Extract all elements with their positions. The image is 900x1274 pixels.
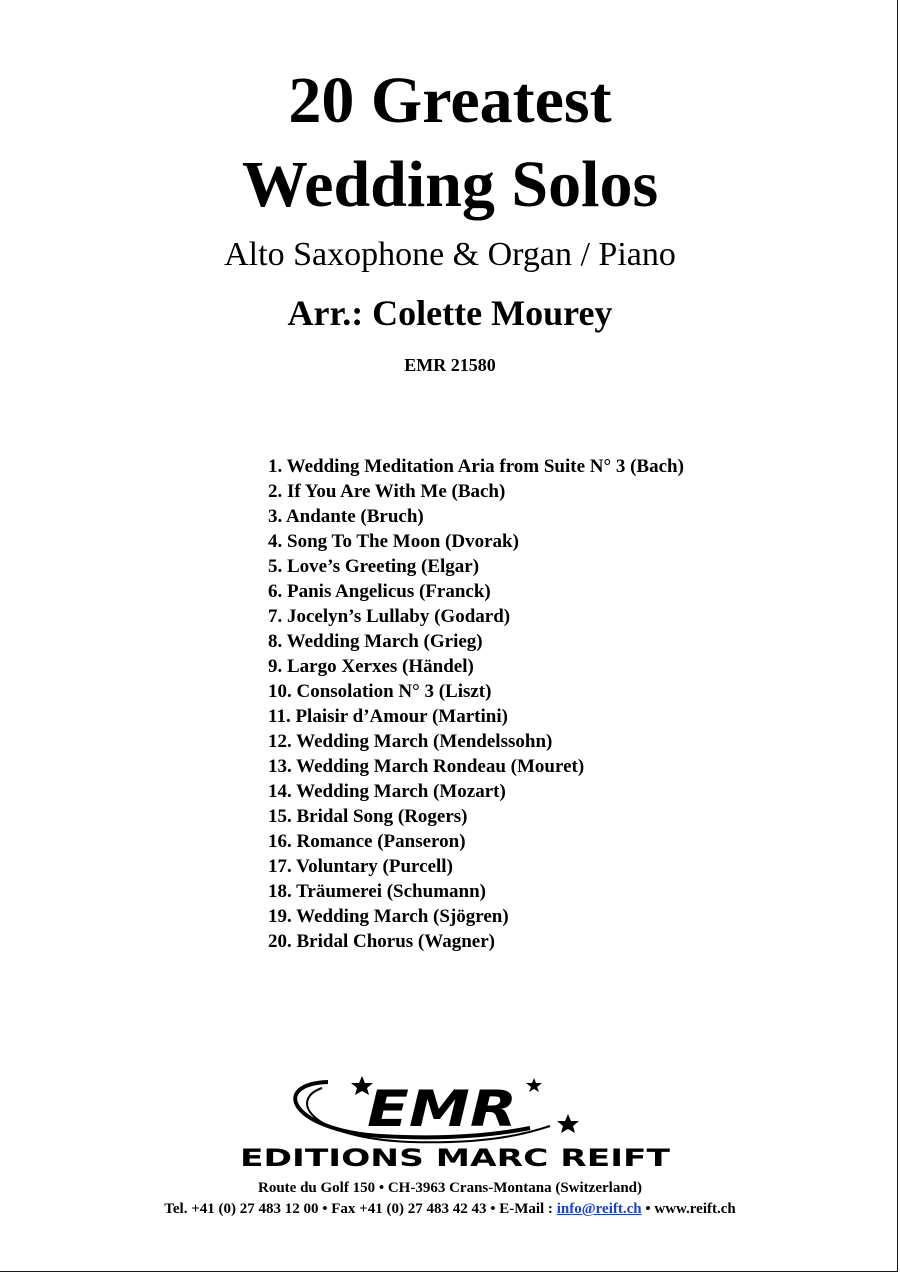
contents-item: 4. Song To The Moon (Dvorak) (268, 531, 519, 552)
email-link[interactable]: info@reift.ch (556, 1201, 642, 1217)
contents-item: 6. Panis Angelicus (Franck) (268, 581, 491, 602)
logo-letters: EMR (367, 1080, 517, 1138)
contents-item: 17. Voluntary (Purcell) (268, 856, 453, 877)
contents-item: 13. Wedding March Rondeau (Mouret) (268, 756, 585, 777)
contents-item: 8. Wedding March (Grieg) (268, 631, 483, 652)
contents-item: 20. Bridal Chorus (Wagner) (268, 931, 495, 952)
contents-item: 11. Plaisir d’Amour (Martini) (268, 706, 508, 727)
contents-item: 10. Consolation N° 3 (Liszt) (268, 681, 492, 702)
contents-item: 14. Wedding March (Mozart) (268, 781, 506, 802)
contact-phone-fax: Tel. +41 (0) 27 483 12 00 • Fax +41 (0) 27 483 42 43 • E-Mail : (164, 1201, 557, 1217)
title-line-2: Wedding Solos (241, 148, 659, 221)
contents-item: 18. Träumerei (Schumann) (268, 881, 486, 902)
publisher-contact (0, 1202, 900, 1217)
publisher-name: EDITIONS MARC REIFT (240, 1144, 671, 1170)
emr-logo-graphic (230, 1070, 680, 1170)
catalog-number: EMR 21580 (404, 355, 496, 375)
contents-item: 5. Love’s Greeting (Elgar) (268, 556, 480, 577)
contents-item: 12. Wedding March (Mendelssohn) (268, 731, 553, 752)
title-line-1: 20 Greatest (288, 64, 612, 137)
instrumentation-subtitle: Alto Saxophone & Organ / Piano (224, 236, 676, 273)
contents-item: 15. Bridal Song (Rogers) (268, 806, 468, 827)
emr-logo (230, 1070, 680, 1170)
publisher-address: Route du Golf 150 • CH-3963 Crans-Montana (Switzerland) (258, 1180, 642, 1196)
contents-list (268, 454, 684, 954)
contents-item: 1. Wedding Meditation Aria from Suite N° 3 (Bach) (268, 456, 684, 477)
arranger: Arr.: Colette Mourey (287, 293, 613, 333)
contents-item: 2. If You Are With Me (Bach) (268, 481, 506, 502)
contents-item: 7. Jocelyn’s Lullaby (Godard) (268, 606, 511, 627)
contents-item: 16. Romance (Panseron) (268, 831, 466, 852)
contents-item: 3. Andante (Bruch) (268, 506, 424, 527)
contents-item: 19. Wedding March (Sjögren) (268, 906, 509, 927)
contents-item: 9. Largo Xerxes (Händel) (268, 656, 474, 677)
contact-website: • www.reift.ch (641, 1201, 736, 1217)
